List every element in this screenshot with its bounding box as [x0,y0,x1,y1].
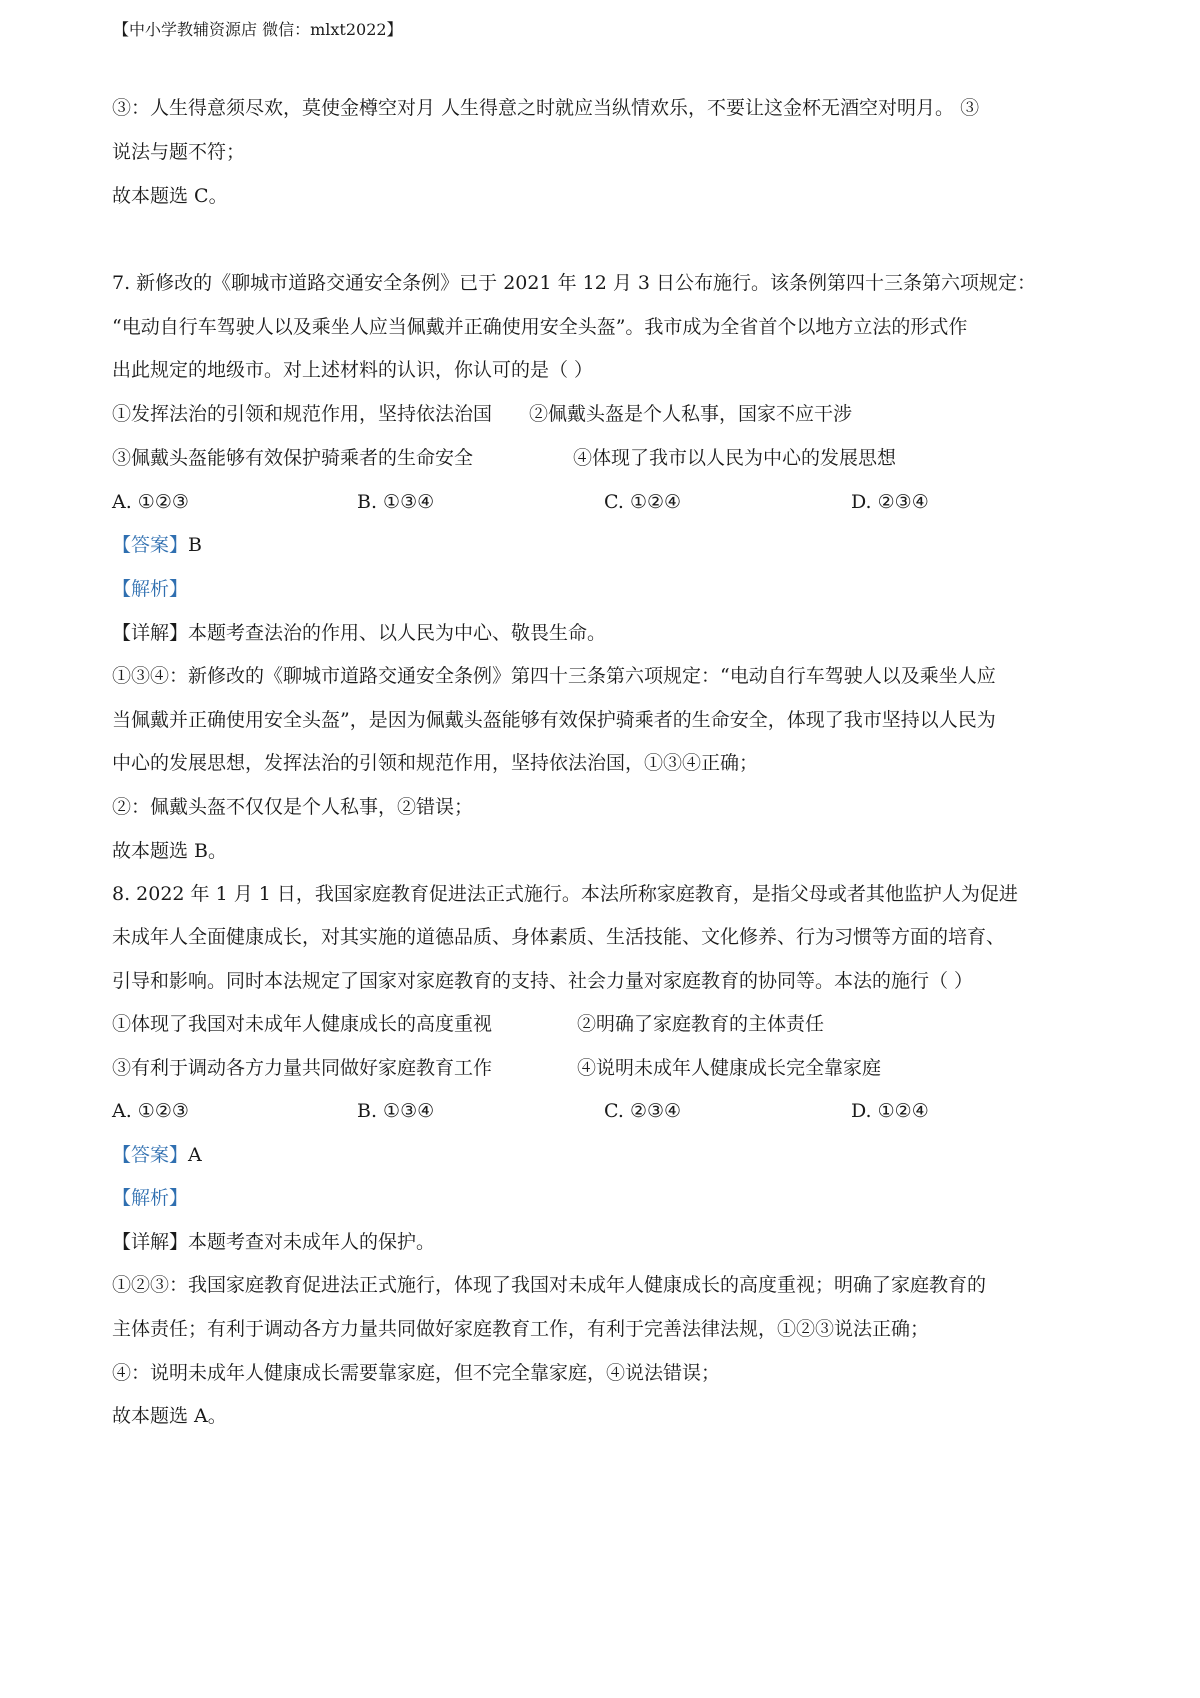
q7-option-b: B. ①③④ [357,491,435,513]
prev-analysis-line-1: ③：人生得意须尽欢，莫使金樽空对月 人生得意之时就应当纵情欢乐，不要让这金杯无酒空对明月。 ③ [112,97,980,119]
q8-stem-line-3: 引导和影响。同时本法规定了国家对家庭教育的支持、社会力量对家庭教育的协同等。本法的施行（ ） [112,970,974,992]
q8-detail-line-3: 主体责任；有利于调动各方力量共同做好家庭教育工作，有利于完善法律法规，①②③说法正确； [112,1318,930,1340]
q8-statement-4: ④说明未成年人健康成长完全靠家庭 [577,1057,882,1079]
q8-option-c: C. ②③④ [604,1100,682,1122]
q7-stem-line-1: 7. 新修改的《聊城市道路交通安全条例》已于 2021 年 12 月 3 日公布施行。该条例第四十三条第六项规定： [112,272,1037,294]
q8-detail-line-5: 故本题选 A。 [112,1405,227,1427]
prev-conclusion: 故本题选 C。 [112,185,228,207]
q7-stem-line-3: 出此规定的地级市。对上述材料的认识，你认可的是（ ） [112,359,594,381]
q8-analysis-label: 【解析】 [112,1187,189,1209]
q7-statement-3: ③佩戴头盔能够有效保护骑乘者的生命安全 [112,447,474,469]
q8-option-b: B. ①③④ [357,1100,435,1122]
q8-stem-line-2: 未成年人全面健康成长，对其实施的道德品质、身体素质、生活技能、文化修养、行为习惯等方面的培育、 [112,926,1006,948]
q7-statement-4: ④体现了我市以人民为中心的发展思想 [573,447,897,469]
q7-stem-line-2: “电动自行车驾驶人以及乘坐人应当佩戴并正确使用安全头盔”。我市成为全省首个以地方立法的形式作 [112,316,968,338]
q8-statement-3: ③有利于调动各方力量共同做好家庭教育工作 [112,1057,493,1079]
q7-statement-2: ②佩戴头盔是个人私事，国家不应干涉 [529,403,853,425]
watermark-header: 【中小学教辅资源店 微信：mlxt2022】 [113,20,403,39]
q8-option-d: D. ①②④ [851,1100,929,1122]
q7-answer-value: B [188,534,202,556]
q7-option-d: D. ②③④ [851,491,929,513]
q7-detail-line-3: 当佩戴并正确使用安全头盔”，是因为佩戴头盔能够有效保护骑乘者的生命安全，体现了我市坚持以人民为 [112,709,996,731]
q7-option-a: A. ①②③ [112,491,189,513]
q8-stem-line-1: 8. 2022 年 1 月 1 日，我国家庭教育促进法正式施行。本法所称家庭教育，是指父母或者其他监护人为促进 [112,883,1018,905]
q7-detail-line-6: 故本题选 B。 [112,840,228,862]
q7-detail-line-1: 【详解】本题考查法治的作用、以人民为中心、敬畏生命。 [112,622,607,644]
q8-answer-label: 【答案】 [112,1144,189,1166]
q7-statement-1: ①发挥法治的引领和规范作用，坚持依法治国 [112,403,493,425]
q8-statement-1: ①体现了我国对未成年人健康成长的高度重视 [112,1013,493,1035]
q8-detail-line-4: ④：说明未成年人健康成长需要靠家庭，但不完全靠家庭，④说法错误； [112,1362,721,1384]
q8-option-a: A. ①②③ [112,1100,189,1122]
q7-detail-line-2: ①③④：新修改的《聊城市道路交通安全条例》第四十三条第六项规定：“电动自行车驾驶人以及乘坐人应 [112,665,996,687]
q8-answer-value: A [188,1144,202,1166]
q8-answer [112,1143,202,1167]
q8-statement-2: ②明确了家庭教育的主体责任 [577,1013,825,1035]
prev-analysis-line-2: 说法与题不符； [112,141,246,163]
q7-answer [112,533,202,557]
q8-detail-line-1: 【详解】本题考查对未成年人的保护。 [112,1231,436,1253]
q7-answer-label: 【答案】 [112,534,189,556]
q7-option-c: C. ①②④ [604,491,682,513]
q7-analysis-label: 【解析】 [112,578,189,600]
q8-detail-line-2: ①②③：我国家庭教育促进法正式施行，体现了我国对未成年人健康成长的高度重视；明确了家庭教育的 [112,1274,987,1296]
q7-detail-line-4: 中心的发展思想，发挥法治的引领和规范作用，坚持依法治国，①③④正确； [112,752,759,774]
q7-detail-line-5: ②：佩戴头盔不仅仅是个人私事，②错误； [112,796,474,818]
